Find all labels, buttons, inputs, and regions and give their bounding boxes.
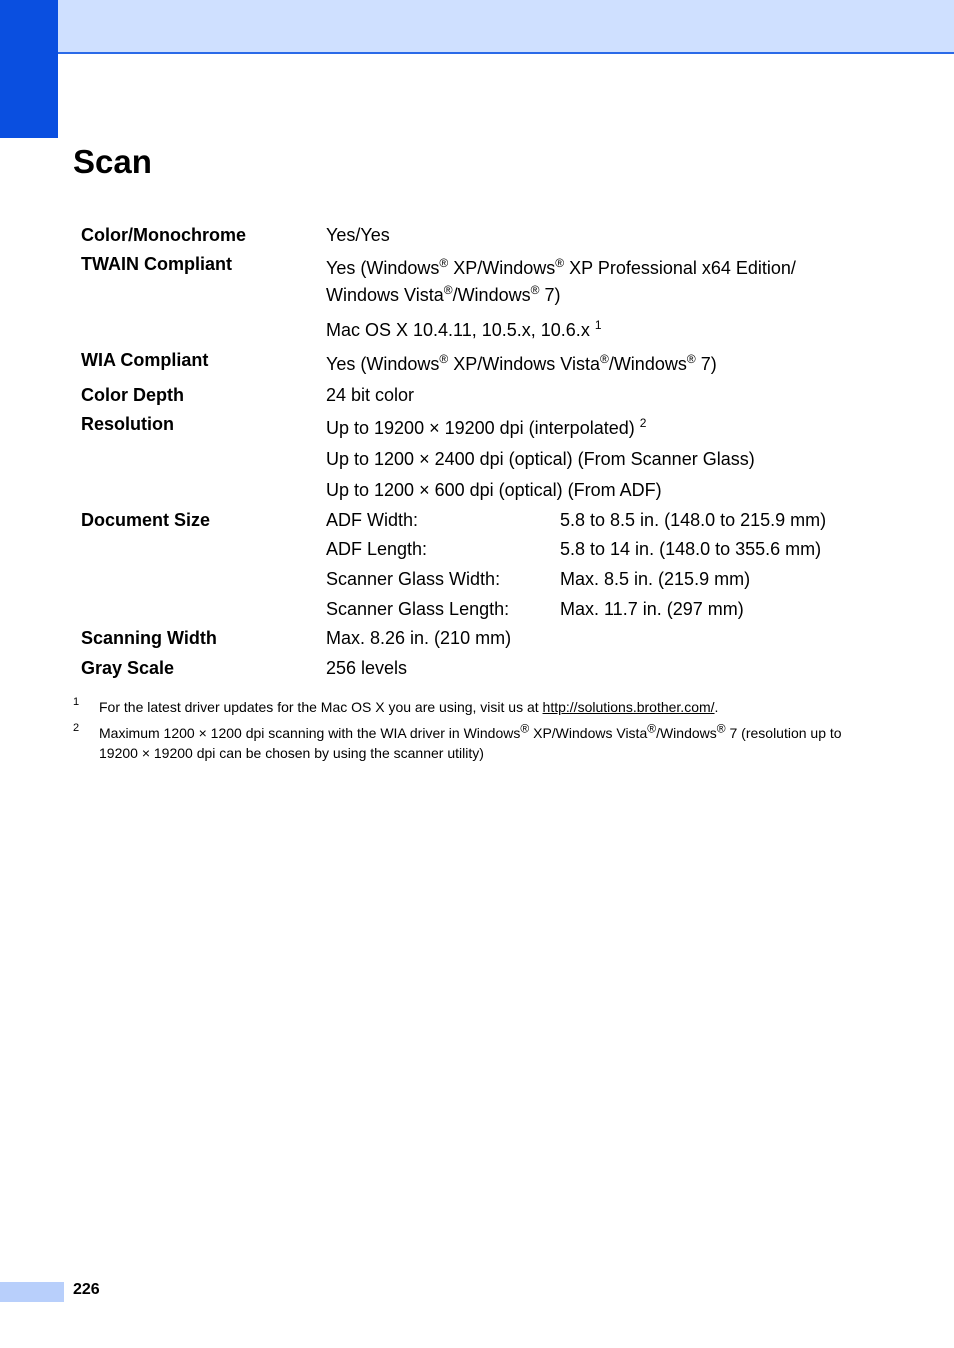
doc-size-name: ADF Length: [326,539,428,559]
spec-label-resolution: Resolution [81,414,174,434]
doc-size-value: 5.8 to 8.5 in. (148.0 to 215.9 mm) [560,510,827,530]
footnote-number: 2 [73,722,80,734]
page-title: Scan [73,143,152,180]
spec-value-twain-line3: Mac OS X 10.4.11, 10.5.x, 10.6.x $^1$ [326,318,602,340]
doc-size-name: Scanner Glass Length: [326,599,510,619]
header-band [58,0,954,54]
spec-value-resolution-line2: Up to 1200 × 2400 dpi (optical) (From Scanner Glass) [326,449,755,469]
footnote-ref: 1 [594,318,602,332]
solutions-link[interactable]: http://solutions.brother.com/ [542,699,715,715]
spec-value-color-depth: 24 bit color [326,385,415,405]
spec-label-wia: WIA Compliant [81,350,209,370]
doc-size-name: ADF Width: [326,510,419,530]
spec-value-resolution-line3: Up to 1200 × 600 dpi (optical) (From ADF) [326,480,662,500]
spec-label-document-size: Document Size [81,510,211,530]
spec-label-color-mono: Color/Monochrome [81,225,246,245]
chapter-tab [0,0,58,138]
doc-size-value: 5.8 to 14 in. (148.0 to 355.6 mm) [560,539,822,559]
spec-label-scanning-width: Scanning Width [81,628,217,648]
footnote-number: 1 [73,696,80,708]
spec-label-twain: TWAIN Compliant [81,254,232,274]
spec-value-resolution-line1: Up to 19200 × 19200 dpi (interpolated) $^2$ [326,416,647,438]
doc-size-name: Scanner Glass Width: [326,569,501,589]
spec-label-gray-scale: Gray Scale [81,658,175,678]
page-number-bar [0,1282,64,1302]
footnote-1: For the latest driver updates for the Mac OS X you are using, visit us at http://solutions.brother.com/. [99,699,719,715]
page-number: 226 [73,1281,100,1298]
spec-value-gray-scale: 256 levels [326,658,408,678]
spec-value-color-mono: Yes/Yes [326,225,390,245]
doc-size-value: Max. 8.5 in. (215.9 mm) [560,569,751,589]
spec-value-scanning-width: Max. 8.26 in. (210 mm) [326,628,512,648]
doc-size-value: Max. 11.7 in. (297 mm) [560,599,744,619]
spec-label-color-depth: Color Depth [81,385,184,405]
footnote-2: Maximum 1200 × 1200 dpi scanning with the WIA driver in Windows® XP/Windows Vista®/Windows® 7 (resolution up to 19200 × 19200 dpi can be chosen by using the scanner utility) [99,721,842,761]
spec-value-twain-line2: Windows Vista®/Windows® 7) [326,283,561,305]
spec-value-wia: Yes (Windows® XP/Windows Vista®/Windows® 7) [326,352,717,374]
footnote-ref: 2 [639,416,647,430]
spec-value-twain-line1: Yes (Windows® XP/Windows® XP Professional x64 Edition/ [326,256,796,278]
